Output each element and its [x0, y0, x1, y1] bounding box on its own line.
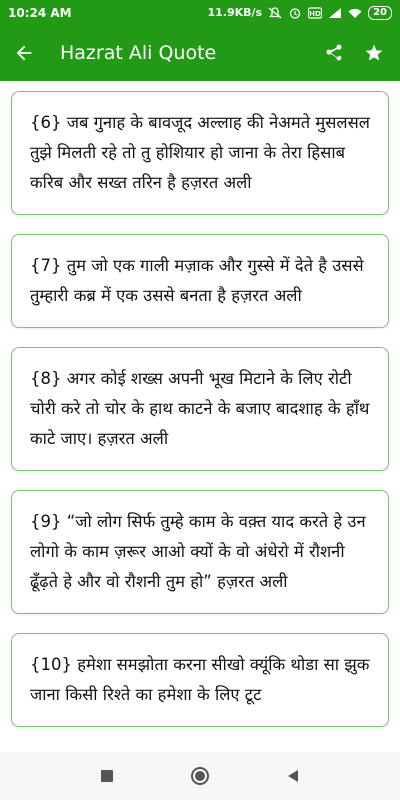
- svg-text:HD: HD: [309, 9, 321, 18]
- back-button[interactable]: [0, 25, 48, 81]
- quote-card[interactable]: [11, 234, 389, 328]
- nav-back-button[interactable]: [273, 756, 313, 796]
- quote-text: {7} तुम जो एक गाली मज़ाक और गुस्से में देते है उससे तुम्हारी कब्र में एक उससे बनता है हज़रत अली: [30, 256, 364, 305]
- quote-text: {8} अगर कोई शख्स अपनी भूख मिटाने के लिए रोटी चोरी करे तो चोर के हाथ काटने के बजाए बादशाह के हाँथ काटे जाए। हज़रत अली: [30, 369, 370, 448]
- back-icon: [286, 769, 300, 783]
- favorite-button[interactable]: [354, 25, 394, 81]
- quote-card[interactable]: [11, 91, 389, 215]
- quote-text: {10} हमेशा समझोता करना सीखो क्यूंकि थोडा सा झुक जाना किसी रिश्ते का हमेशा के लिए टूट: [30, 655, 370, 704]
- quote-card[interactable]: [11, 633, 389, 727]
- battery-icon: 20: [368, 6, 392, 20]
- share-button[interactable]: [314, 25, 354, 81]
- home-button[interactable]: [180, 756, 220, 796]
- alarm-icon: [288, 7, 302, 19]
- mute-icon: [268, 7, 282, 19]
- wifi-icon: [348, 7, 362, 19]
- system-nav-bar: [0, 752, 400, 800]
- status-time: 10:24 AM: [8, 5, 72, 20]
- quote-card[interactable]: [11, 490, 389, 614]
- hd-icon: [308, 7, 322, 19]
- status-icons: [207, 6, 392, 20]
- network-speed: 11.9KB/s: [207, 6, 263, 19]
- share-icon: [324, 43, 344, 63]
- app-bar-actions: [314, 25, 400, 81]
- page-title: Hazrat Ali Quote: [60, 42, 217, 64]
- quote-card[interactable]: [11, 347, 389, 471]
- status-bar: [0, 0, 400, 25]
- arrow-back-icon: [13, 42, 35, 64]
- recents-button[interactable]: [87, 756, 127, 796]
- recents-icon: [100, 769, 114, 783]
- app-bar: [0, 25, 400, 81]
- quote-text: {9} “जो लोग सिर्फ तुम्हे काम के वक़्त याद करते हे उन लोगो के काम ज़रूर आओ क्यों के वो अंधेरो में रौशनी ढूँढ़ते हे और वो रौशनी तुम हो” हज़रत अली: [30, 512, 366, 591]
- star-icon: [364, 43, 384, 63]
- quote-text: {6} जब गुनाह के बावजूद अल्लाह की नेअमते मुसलसल तुझे मिलती रहे तो तु होशियार हो जाना के तेरा हिसाब करिब और सख्त तरिन है हज़रत अली: [30, 113, 370, 192]
- signal-icon: [328, 7, 342, 19]
- quote-list[interactable]: [0, 81, 400, 752]
- home-icon: [190, 766, 210, 786]
